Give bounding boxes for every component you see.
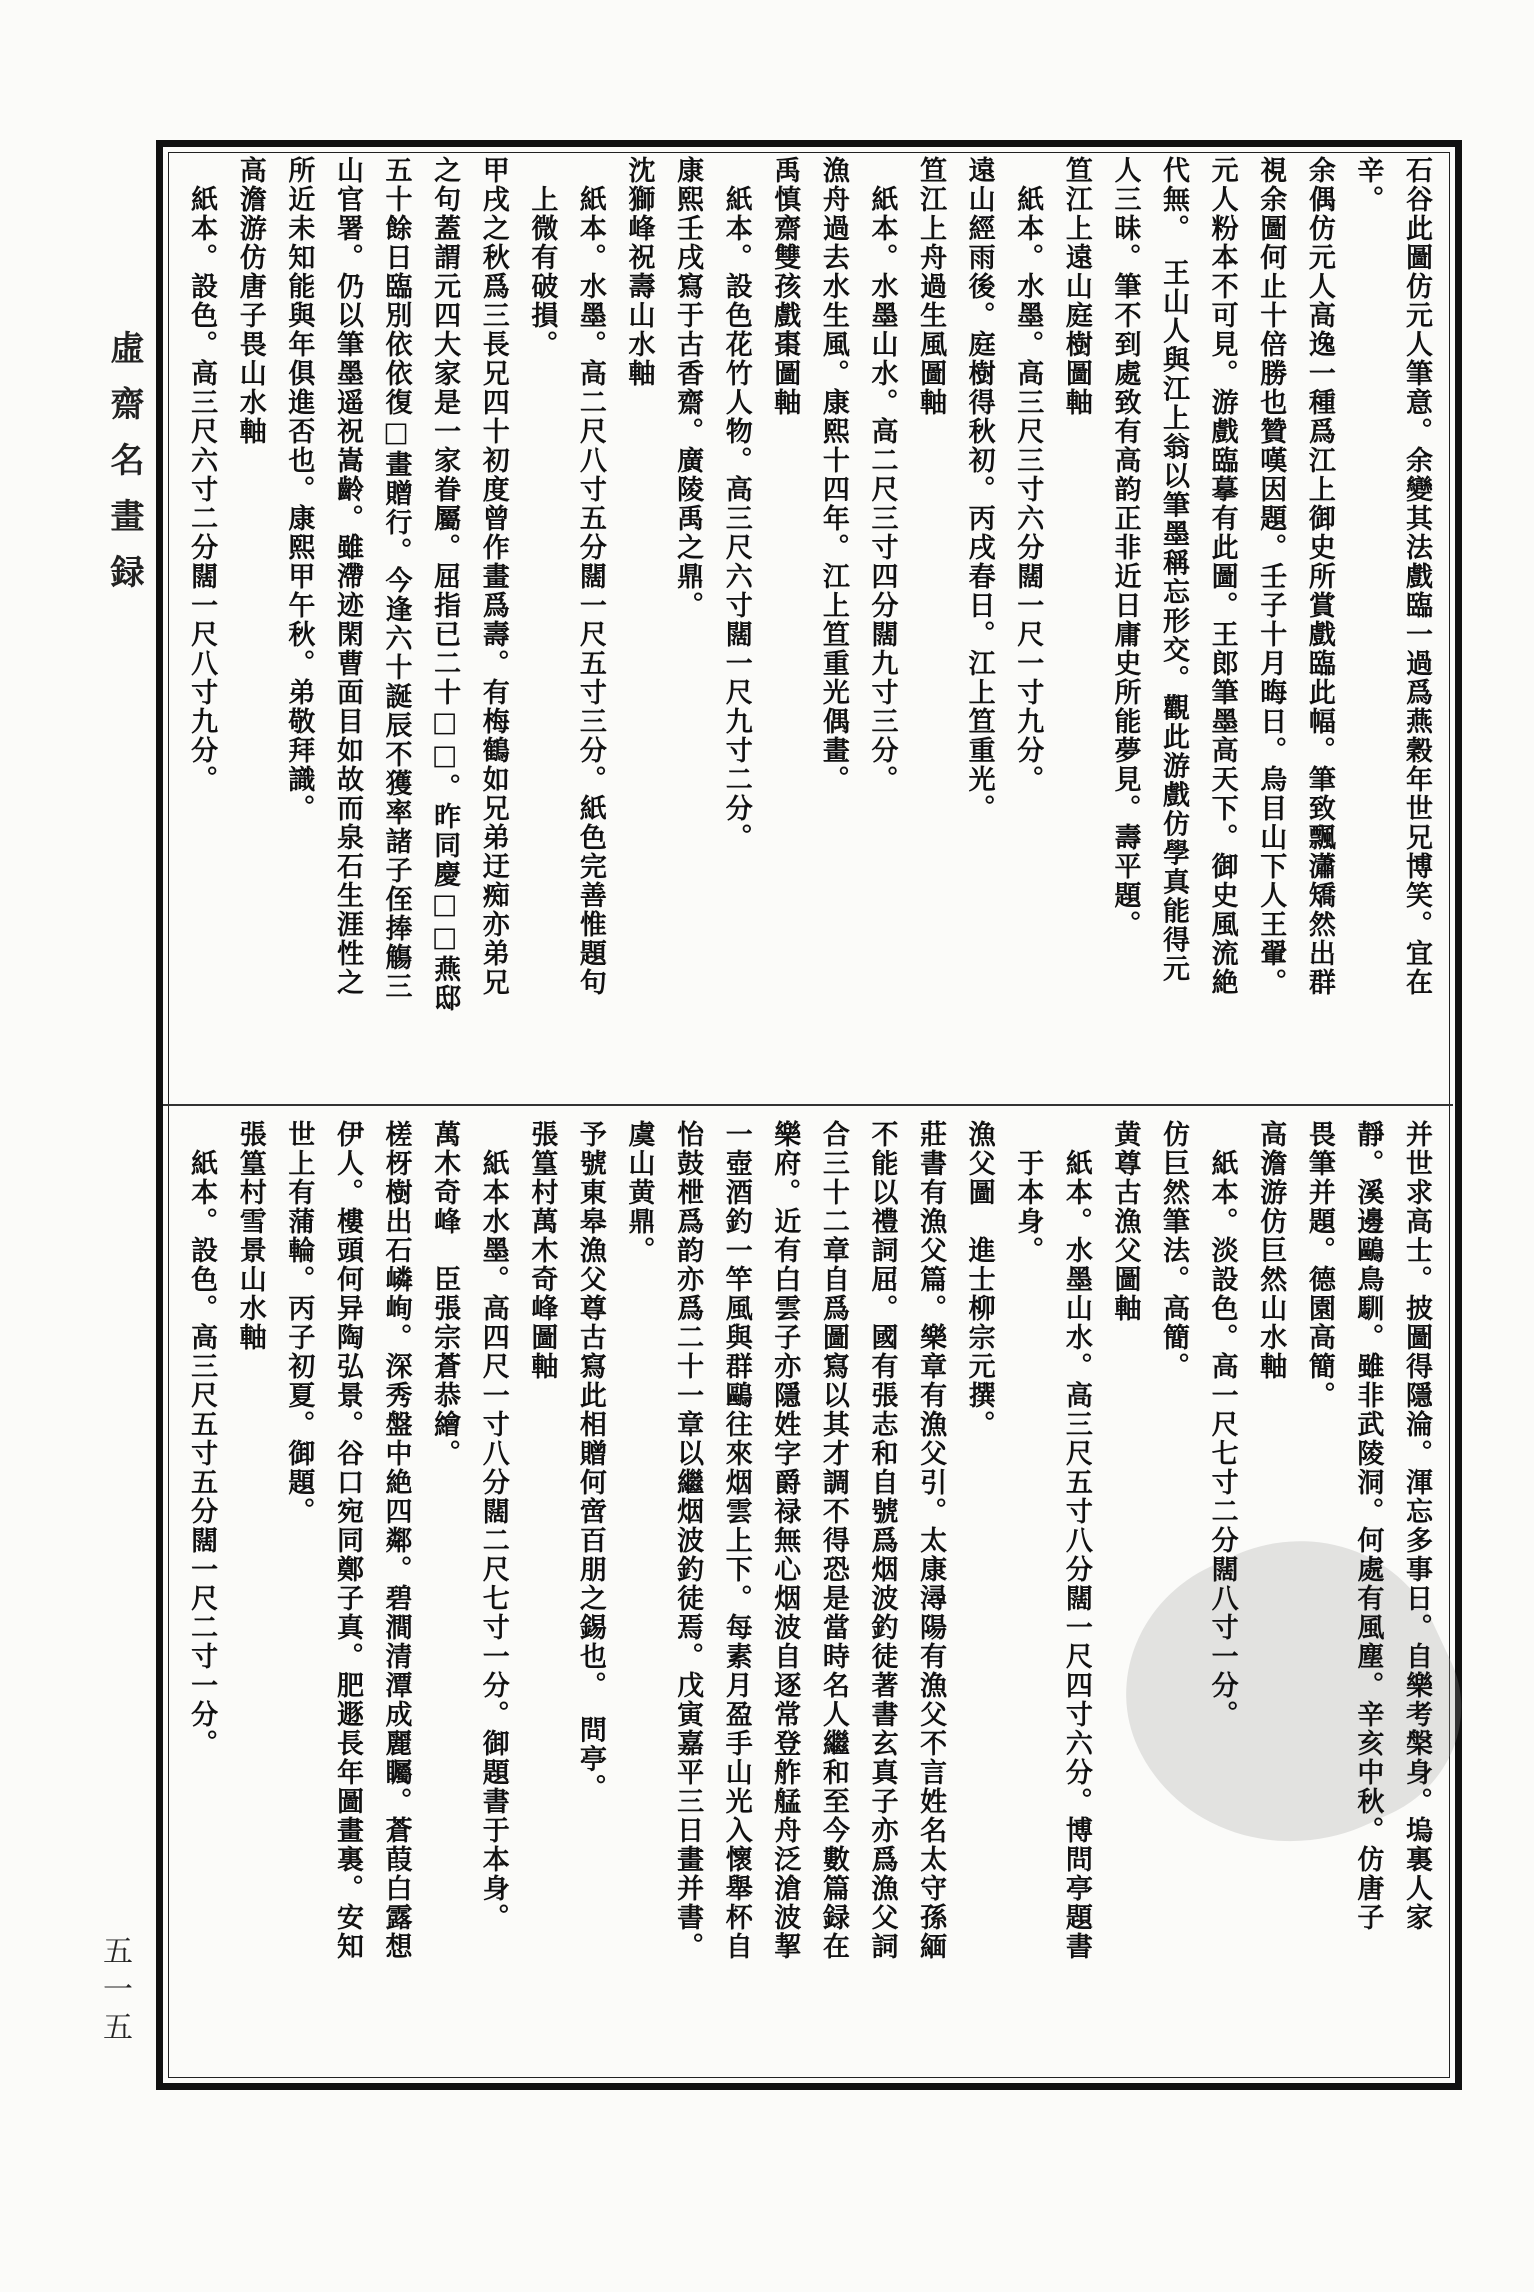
text-column: 怡鼓枻爲韵亦爲二十一章以繼烟波釣徒焉。戊寅嘉平三日畫并書。 <box>672 1120 704 1961</box>
text-column: 高澹游仿巨然山水軸 <box>1255 1120 1287 1381</box>
text-column: 紙本。淡設色。高一尺七寸二分闊八寸一分。 <box>1206 1120 1238 1729</box>
text-column: 并世求高士。披圖得隱淪。渾忘多事日。自樂考槃身。塢裏人家 <box>1401 1120 1432 1932</box>
text-column: 笪江上遠山庭樹圖軸 <box>1060 156 1092 417</box>
text-column: 虞山黄鼎。 <box>623 1120 655 1265</box>
text-column: 辛。 <box>1352 156 1384 214</box>
text-column: 紙本。設色。高三尺六寸二分闊一尺八寸九分。 <box>186 156 218 794</box>
text-column: 紙本。水墨山水。高三尺五寸八分闊一尺四寸六分。博問亭題書 <box>1060 1120 1092 1961</box>
text-column: 紙本。設色。高三尺五寸五分闊一尺二寸一分。 <box>186 1120 218 1758</box>
text-column: 黄尊古漁父圖軸 <box>1109 1120 1141 1323</box>
text-column: 仿巨然筆法。高簡。 <box>1158 1120 1190 1381</box>
text-column: 伊人。樓頭何异陶弘景。谷口宛同鄭子真。肥遯長年圖畫裏。安知 <box>331 1120 363 1961</box>
text-column: 人三昧。筆不到處致有高韵正非近日庸史所能夢見。壽平題。 <box>1109 156 1141 939</box>
text-column: 樂府。近有白雲子亦隱姓字爵禄無心烟波自逐常登舴艋舟泛滄波挈 <box>769 1120 801 1961</box>
text-column: 張篁村萬木奇峰圖軸 <box>526 1120 558 1381</box>
text-column: 山官署。仍以筆墨遥祝嵩齡。雖滯迹閑曹面目如故而泉石生涯性之 <box>331 156 363 997</box>
text-column: 禹慎齋雙孩戲棗圖軸 <box>769 156 801 417</box>
text-column: 甲戌之秋爲三長兄四十初度曾作畫爲壽。有梅鶴如兄弟迂痴亦弟兄 <box>477 156 509 997</box>
text-column: 代無。 王山人與江上翁以筆墨稱忘形交。觀此游戲仿學真能得元 <box>1158 156 1190 984</box>
text-column: 張篁村雪景山水軸 <box>234 1120 266 1352</box>
text-column: 紙本水墨。高四尺一寸八分闊二尺七寸一分。御題書于本身。 <box>477 1120 509 1932</box>
text-column: 不能以禮詞屈。國有張志和自號爲烟波釣徒著書玄真子亦爲漁父詞 <box>866 1120 898 1961</box>
text-column: 五十餘日臨別依依復□畫贈行。今逢六十誕辰不獲率諸子侄捧觴三 <box>380 156 412 1001</box>
text-column: 莊書有漁父篇。樂章有漁父引。太康潯陽有漁父不言姓名太守孫緬 <box>915 1120 947 1961</box>
text-column: 予號東皋漁父尊古寫此相贈何啻百朋之錫也。 問亭。 <box>574 1120 606 1803</box>
text-column: 所近未知能與年俱進否也。康熙甲午秋。弟敬拜識。 <box>283 156 315 823</box>
text-column: 槎枒樹出石嶙峋。深秀盤中絶四鄰。碧澗清潭成麗矚。蒼葭白露想 <box>380 1120 412 1961</box>
text-column: 世上有蒲輪。丙子初夏。御題。 <box>283 1120 315 1526</box>
text-column: 上微有破損。 <box>526 156 558 359</box>
text-column: 漁舟過去水生風。康熙十四年。江上笪重光偶畫。 <box>817 156 849 794</box>
text-column: 紙本。設色花竹人物。高三尺六寸闊一尺九寸二分。 <box>720 156 752 852</box>
page-number: 五一五 <box>97 1935 132 2049</box>
text-column: 于本身。 <box>1012 1120 1044 1265</box>
text-column: 沈獅峰祝壽山水軸 <box>623 156 655 388</box>
text-column: 紙本。水墨。高三尺三寸六分闊一尺一寸九分。 <box>1012 156 1044 794</box>
text-column: 靜。溪邊鷗鳥馴。雖非武陵洞。何處有風塵。辛亥中秋。仿唐子 <box>1352 1120 1384 1932</box>
text-column: 笪江上舟過生風圖軸 <box>915 156 947 417</box>
text-column: 之句蓋謂元四大家是一家眷屬。屈指已二十□□。昨同慶□□燕邸 <box>429 156 461 1013</box>
upper-register <box>176 156 1440 1096</box>
text-column: 元人粉本不可見。游戲臨摹有此圖。王郎筆墨高天下。御史風流絶 <box>1206 156 1238 997</box>
register-divider <box>163 1104 1453 1106</box>
text-column: 一壺酒釣一竿風與群鷗往來烟雲上下。每素月盈手山光入懷舉杯自 <box>720 1120 752 1961</box>
text-column: 高澹游仿唐子畏山水軸 <box>234 156 266 446</box>
text-column: 視余圖何止十倍勝也贊嘆因題。壬子十月晦日。烏目山下人王翬。 <box>1255 156 1287 997</box>
text-column: 萬木奇峰 臣張宗蒼恭繪。 <box>429 1120 461 1468</box>
text-column: 紙本。水墨。高二尺八寸五分闊一尺五寸三分。紙色完善惟題句 <box>574 156 606 997</box>
text-column: 康熙壬戌寫于古香齋。廣陵禹之鼎。 <box>672 156 704 620</box>
book-title: 虛齋名畫録 <box>104 330 144 610</box>
text-column: 石谷此圖仿元人筆意。余變其法戲臨一過爲燕穀年世兄博笑。宜在 <box>1401 156 1432 997</box>
lower-register <box>176 1120 1440 2070</box>
text-column: 畏筆并題。德園高簡。 <box>1303 1120 1335 1410</box>
text-column: 漁父圖 進士柳宗元撰。 <box>963 1120 995 1439</box>
text-column: 余偶仿元人高逸一種爲江上御史所賞戲臨此幅。筆致飄瀟矯然出群 <box>1303 156 1335 997</box>
text-column: 合三十二章自爲圖寫以其才調不得恐是當時名人繼和至今數篇録在 <box>817 1120 849 1961</box>
text-column: 紙本。水墨山水。高二尺三寸四分闊九寸三分。 <box>866 156 898 794</box>
text-column: 遠山經雨後。庭樹得秋初。丙戌春日。江上笪重光。 <box>963 156 995 823</box>
